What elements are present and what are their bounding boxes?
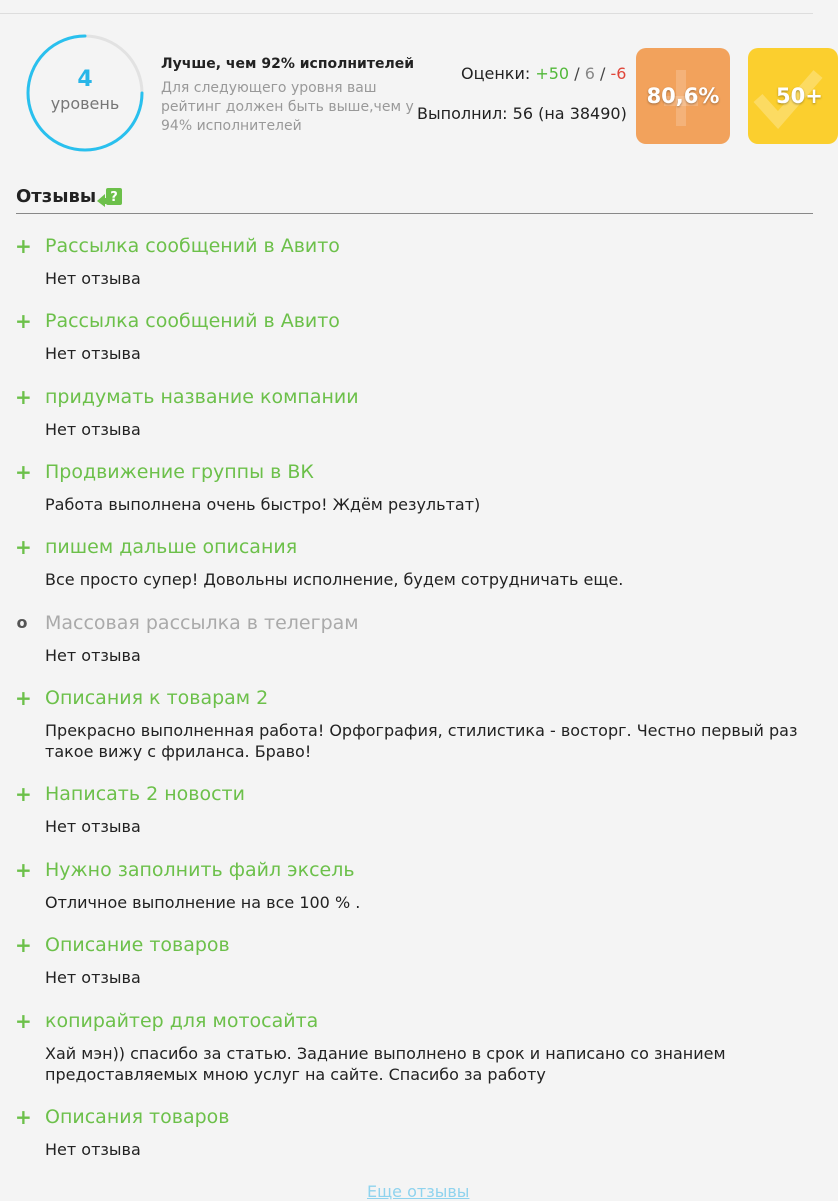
svg-text:?: ?: [110, 190, 118, 205]
level-number: 4: [77, 67, 93, 92]
review-positive-mark: +: [15, 686, 32, 710]
review-positive-mark: +: [15, 234, 32, 258]
success-rate-value: 80,6%: [646, 84, 720, 108]
review-task-link[interactable]: Массовая рассылка в телеграм: [45, 612, 359, 634]
ratings-negative: -6: [610, 64, 627, 83]
review-task-link[interactable]: Нужно заполнить файл эксель: [45, 859, 355, 881]
review-task-link[interactable]: Описания к товарам 2: [45, 687, 269, 709]
review-positive-mark: +: [15, 535, 32, 559]
next-level-hint: Для следующего уровня ваш рейтинг должен быть выше,чем у 94% исполнителей: [161, 80, 414, 134]
review-text: Хай мэн)) спасибо за статью. Задание выполнено в срок и написано со знанием предоставляемых мною услуг на сайте. Спасибо за работу: [45, 1044, 726, 1084]
review-positive-mark: +: [15, 858, 32, 882]
review-text: Работа выполнена очень быстро! Ждём результат): [45, 495, 481, 514]
review-task-link[interactable]: Рассылка сообщений в Авито: [45, 235, 340, 257]
review-task-link[interactable]: копирайтер для мотосайта: [45, 1010, 319, 1032]
section-divider: [16, 213, 813, 214]
completed-value: 56 (на 38490): [512, 104, 627, 123]
review-positive-mark: +: [15, 1105, 32, 1129]
review-task-link[interactable]: Описания товаров: [45, 1106, 230, 1128]
review-text: Нет отзыва: [45, 1140, 141, 1159]
success-rate-badge[interactable]: [636, 48, 730, 144]
review-positive-mark: +: [15, 933, 32, 957]
review-positive-mark: +: [15, 460, 32, 484]
review-task-link[interactable]: Написать 2 новости: [45, 783, 245, 805]
help-icon[interactable]: [97, 185, 125, 207]
review-text: Все просто супер! Довольны исполнение, будем сотрудничать еще.: [45, 570, 624, 589]
review-text: Прекрасно выполненная работа! Орфография, стилистика - восторг. Честно первый раз такое вижу с фриланса. Браво!: [45, 721, 798, 761]
ratings-separator: /: [574, 64, 580, 83]
review-positive-mark: +: [15, 385, 32, 409]
review-text: Отличное выполнение на все 100 % .: [45, 893, 361, 912]
completed-label: Выполнил:: [417, 104, 508, 123]
more-reviews-link[interactable]: Еще отзывы: [367, 1182, 470, 1201]
review-positive-mark: +: [15, 309, 32, 333]
review-text: Нет отзыва: [45, 968, 141, 987]
review-task-link[interactable]: пишем дальше описания: [45, 536, 298, 558]
completed-summary: [417, 104, 627, 123]
level-label: уровень: [50, 94, 120, 113]
ratings-positive: +50: [535, 64, 570, 83]
review-positive-mark: +: [15, 782, 32, 806]
review-text: Нет отзыва: [45, 646, 141, 665]
review-task-link[interactable]: Описание товаров: [45, 934, 230, 956]
ratings-summary: [461, 64, 626, 83]
review-task-link[interactable]: придумать название компании: [45, 386, 359, 408]
review-task-link[interactable]: Рассылка сообщений в Авито: [45, 310, 340, 332]
ratings-separator: /: [599, 64, 606, 83]
ratings-label: Оценки:: [461, 64, 531, 83]
review-task-link[interactable]: Продвижение группы в ВК: [45, 461, 314, 483]
review-text: Нет отзыва: [45, 344, 141, 363]
review-text: Нет отзыва: [45, 420, 141, 439]
level-progress-ring: [25, 33, 145, 153]
review-neutral-mark: o: [16, 613, 28, 632]
review-text: Нет отзыва: [45, 817, 141, 836]
review-positive-mark: +: [15, 1009, 32, 1033]
better-than-text: Лучше, чем 92% исполнителей: [161, 56, 415, 72]
orders-count-value: 50+: [776, 84, 823, 108]
ratings-neutral: 6: [584, 64, 595, 83]
review-text: Нет отзыва: [45, 269, 141, 288]
top-divider: [0, 13, 813, 14]
orders-count-badge[interactable]: [748, 48, 838, 144]
reviews-section-title: Отзывы: [16, 186, 97, 207]
